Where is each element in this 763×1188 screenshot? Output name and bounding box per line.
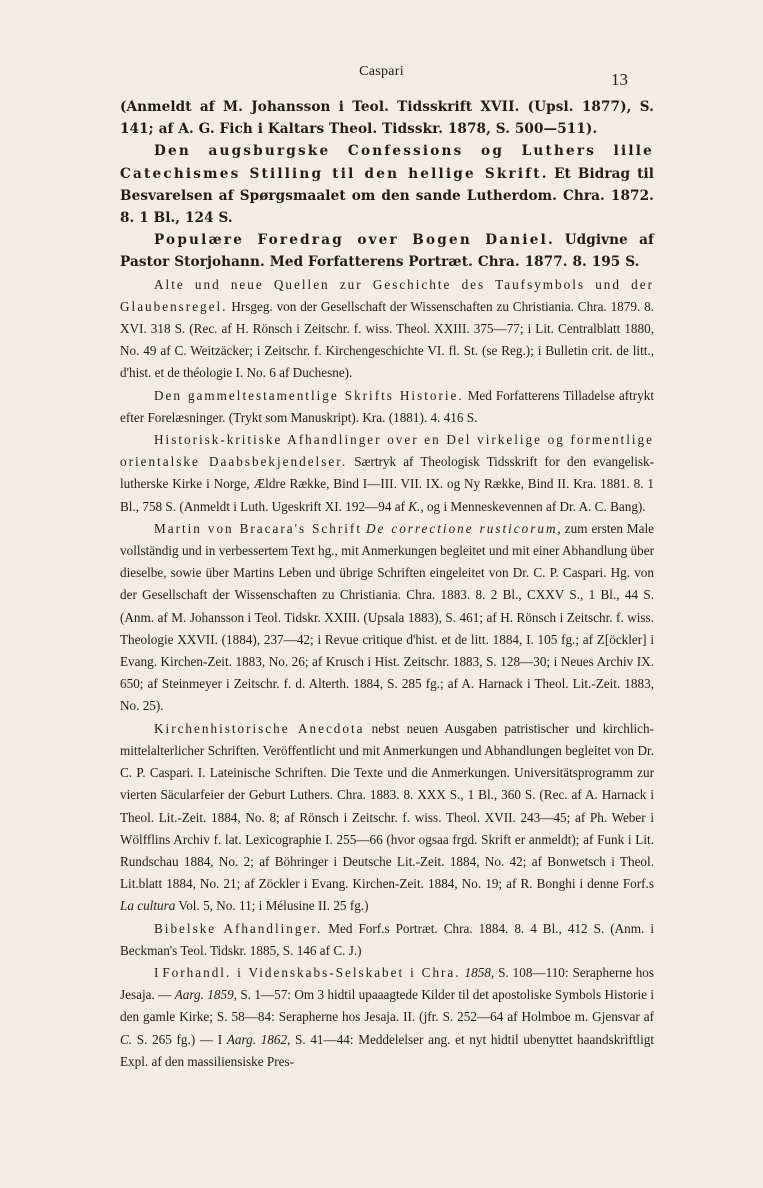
entry-title: Forhandl. i Videnskabs-Selskabet i Chra. [162, 964, 461, 980]
bibliography-entry [120, 385, 654, 429]
entry-italic: C. [120, 1031, 133, 1047]
entry-text: Med Forf.s Portræt. Chra. 1884. 8. 4 Bl., 412 S. (Anm. i Beckman's Teol. Tidskr. 1885, S. 146 af C. J.) [120, 920, 654, 958]
bibliography-entry [120, 429, 654, 518]
entry-italic: K. [408, 498, 421, 514]
bibliography-entry [120, 518, 654, 718]
bibliography-entry [120, 962, 654, 1073]
entry-title: Kirchenhistorische Anecdota [154, 720, 365, 736]
entry-text: , zum ersten Male vollständig und in verbessertem Text hg., mit Anmerkungen begleitet und mit einer Abhandlung über dieselbe, sowie über Martins Leben und übrige Schriften eingeleitet von Dr. C. P. Caspari. Hg. von der Gesellschaft der Wissenschaften zu Christiania. Chra. 1883. 8. 2 Bl., CXXV S., 1 Bl., 44 S. (Anm. af M. Johansson i Teol. Tidskr. XXIII. (Upsala 1883), S. 461; af H. Rönsch i Zeitschr. f. wiss. Theologie XXVII. (1884), 237—42; i Revue critique d'hist. et de litt. 1884, I. 105 fg.; af Z[öckler] i Evang. Kirchen-Zeit. 1883, No. 26; af Krusch i Hist. Zeitschr. 1883, S. 128—30; i Neues Archiv IX. 650; af Steinmeyer i Zeitschr. f. d. Alterth. 1884, S. 285 fg.; af A. Harnack i Theol. Lit.-Zeit. 1883, No. 25). [120, 520, 655, 714]
entry-year: 1862 [260, 1031, 288, 1047]
entry-title: Bibelske Afhandlinger. [154, 920, 323, 936]
entry-text: (Anmeldt af M. Johansson i Teol. Tidsskrift XVII. (Upsl. 1877), S. 141; af A. G. Fich i Kaltars Theol. Tidsskr. 1878, S. 500—511). [120, 99, 654, 138]
bibliography-entry [120, 918, 654, 962]
entry-text: , S. 41—44: Meddelelser ang. et nyt hidtil ubenyttet haandskriftligt Expl. af den massiliensiske Pres- [120, 1031, 655, 1069]
entry-text: S. 265 fg.) — I [132, 1031, 227, 1047]
entry-year: 1859 [207, 987, 234, 1003]
bibliography-entry [120, 140, 654, 229]
entry-italic-title: De correctione rusticorum [365, 520, 558, 536]
entry-text-cont: , og i Menneskevennen af Dr. A. C. Bang). [420, 498, 646, 514]
entry-year: 1858 [464, 964, 491, 980]
entry-text: nebst neuen Ausgaben patristischer und kirchlich-mittelalterlicher Schriften. Veröffentlicht und mit Anmerkungen und Abhandlungen begleitet von Dr. C. P. Caspari. I. Lateinische Schriften. Die Texte und die Anmerkungen. Universitätsprogramm zur vierten Säcularfeier der Geburt Luthers. Chra. 1883. 8. XXX S., 1 Bl., 360 S. (Rec. af A. Harnack i Theol. Lit.-Zeit. 1884, No. 8; af Rönsch i Zeitschr. f. wiss. Theol. XVII. 243—45; af Ph. Weber i Wölfflins Archiv f. lat. Lexicographie I. 255—66 (hvor ogsaa frgd. Skrift er anmeldt); af Funk i Lit. Rundschau 1884, No. 2; af Böhringer i Deutsche Lit.-Zeit. 1884, No. 42; af Bonwetsch i Theol. Lit.blatt 1884, No. 21; af Zöckler i Evang. Kirchen-Zeit. 1884, No. 19; af R. Bonghi i denne Forf.s [120, 720, 654, 892]
bibliography-entry [120, 96, 654, 140]
entry-aarg: Aarg. [174, 987, 204, 1003]
entry-text: Med Forfatterens Tilladelse aftrykt efter Forelæsninger. (Trykt som Manuskript). Kra. (1881). 4. 416 S. [120, 387, 654, 425]
entry-text: Hrsgeg. von der Gesellschaft der Wissenschaften zu Christiania. Chra. 1879. 8. XVI. 318 S. (Rec. af H. Rönsch i Zeitschr. f. wiss. Theol. XXIII. 375—77; i Lit. Centralblatt 1880, No. 49 af C. Weitzäcker; i Zeitschr. f. Kirchengeschichte VI. fl. St. (se Reg.); i Bulletin crit. de litt., d'hist. et de théologie I. No. 6 af Duchesne). [120, 298, 654, 381]
entry-title: Den augsburgske Confessions og Luthers lille Catechismes Stilling til den hellige Skrift. [120, 143, 654, 182]
bibliography-entry [120, 229, 654, 273]
entry-title: Populære Foredrag over Bogen Daniel. [154, 232, 555, 249]
entry-text: Udgivne af Pastor Storjohann. Med Forfatterens Portræt. Chra. 1877. 8. 195 S. [120, 232, 655, 271]
entry-text: Særtryk af Theologisk Tidsskrift for den evangelisk-lutherske Kirke i Norge, Ældre Række, Bind I—III. VII. IX. og Ny Række, Bind II. Kra. 1881. 8. 1 Bl., 758 S. (Anmeldt i Luth. Ugeskrift XI. 192—94 af [120, 454, 654, 514]
entry-text: , S. 1—57: Om 3 hidtil upaaagtede Kilder til det apostoliske Symbols Historie i den gamle Kirke; S. 58—84: Serapherne hos Jesaja. II. (jfr. S. 252—64 af Holmboe m. Gjensvar af [120, 987, 654, 1025]
entry-prefix: I [154, 964, 159, 980]
running-head: Caspari [359, 64, 404, 79]
entry-title: Historisk-kritiske Afhandlinger over en Del virkelige og formentlige orientalske Daabsbekjendelser. [120, 432, 654, 470]
entry-italic: La cultura [120, 898, 176, 914]
entry-title: Martin von Bracara's Schrift [154, 520, 362, 536]
entry-title: Den gammeltestamentlige Skrifts Historie. [154, 387, 464, 403]
bibliography-entry [120, 718, 654, 918]
bibliography-body [120, 96, 654, 1073]
entry-aarg: Aarg. [226, 1031, 256, 1047]
entry-text-cont: Vol. 5, No. 11; i Mélusine II. 25 fg.) [178, 898, 369, 914]
page-number: 13 [611, 70, 628, 89]
entry-text: Et Bidrag til Besvarelsen af Spørgsmaalet om den sande Lutherdom. Chra. 1872. 8. 1 Bl., 124 S. [120, 165, 654, 227]
bibliography-entry [120, 274, 654, 385]
entry-text: , S. 108—110: Serapherne hos Jesaja. — [120, 964, 655, 1003]
entry-title: Alte und neue Quellen zur Geschichte des Taufsymbols und der Glaubensregel. [120, 276, 654, 314]
